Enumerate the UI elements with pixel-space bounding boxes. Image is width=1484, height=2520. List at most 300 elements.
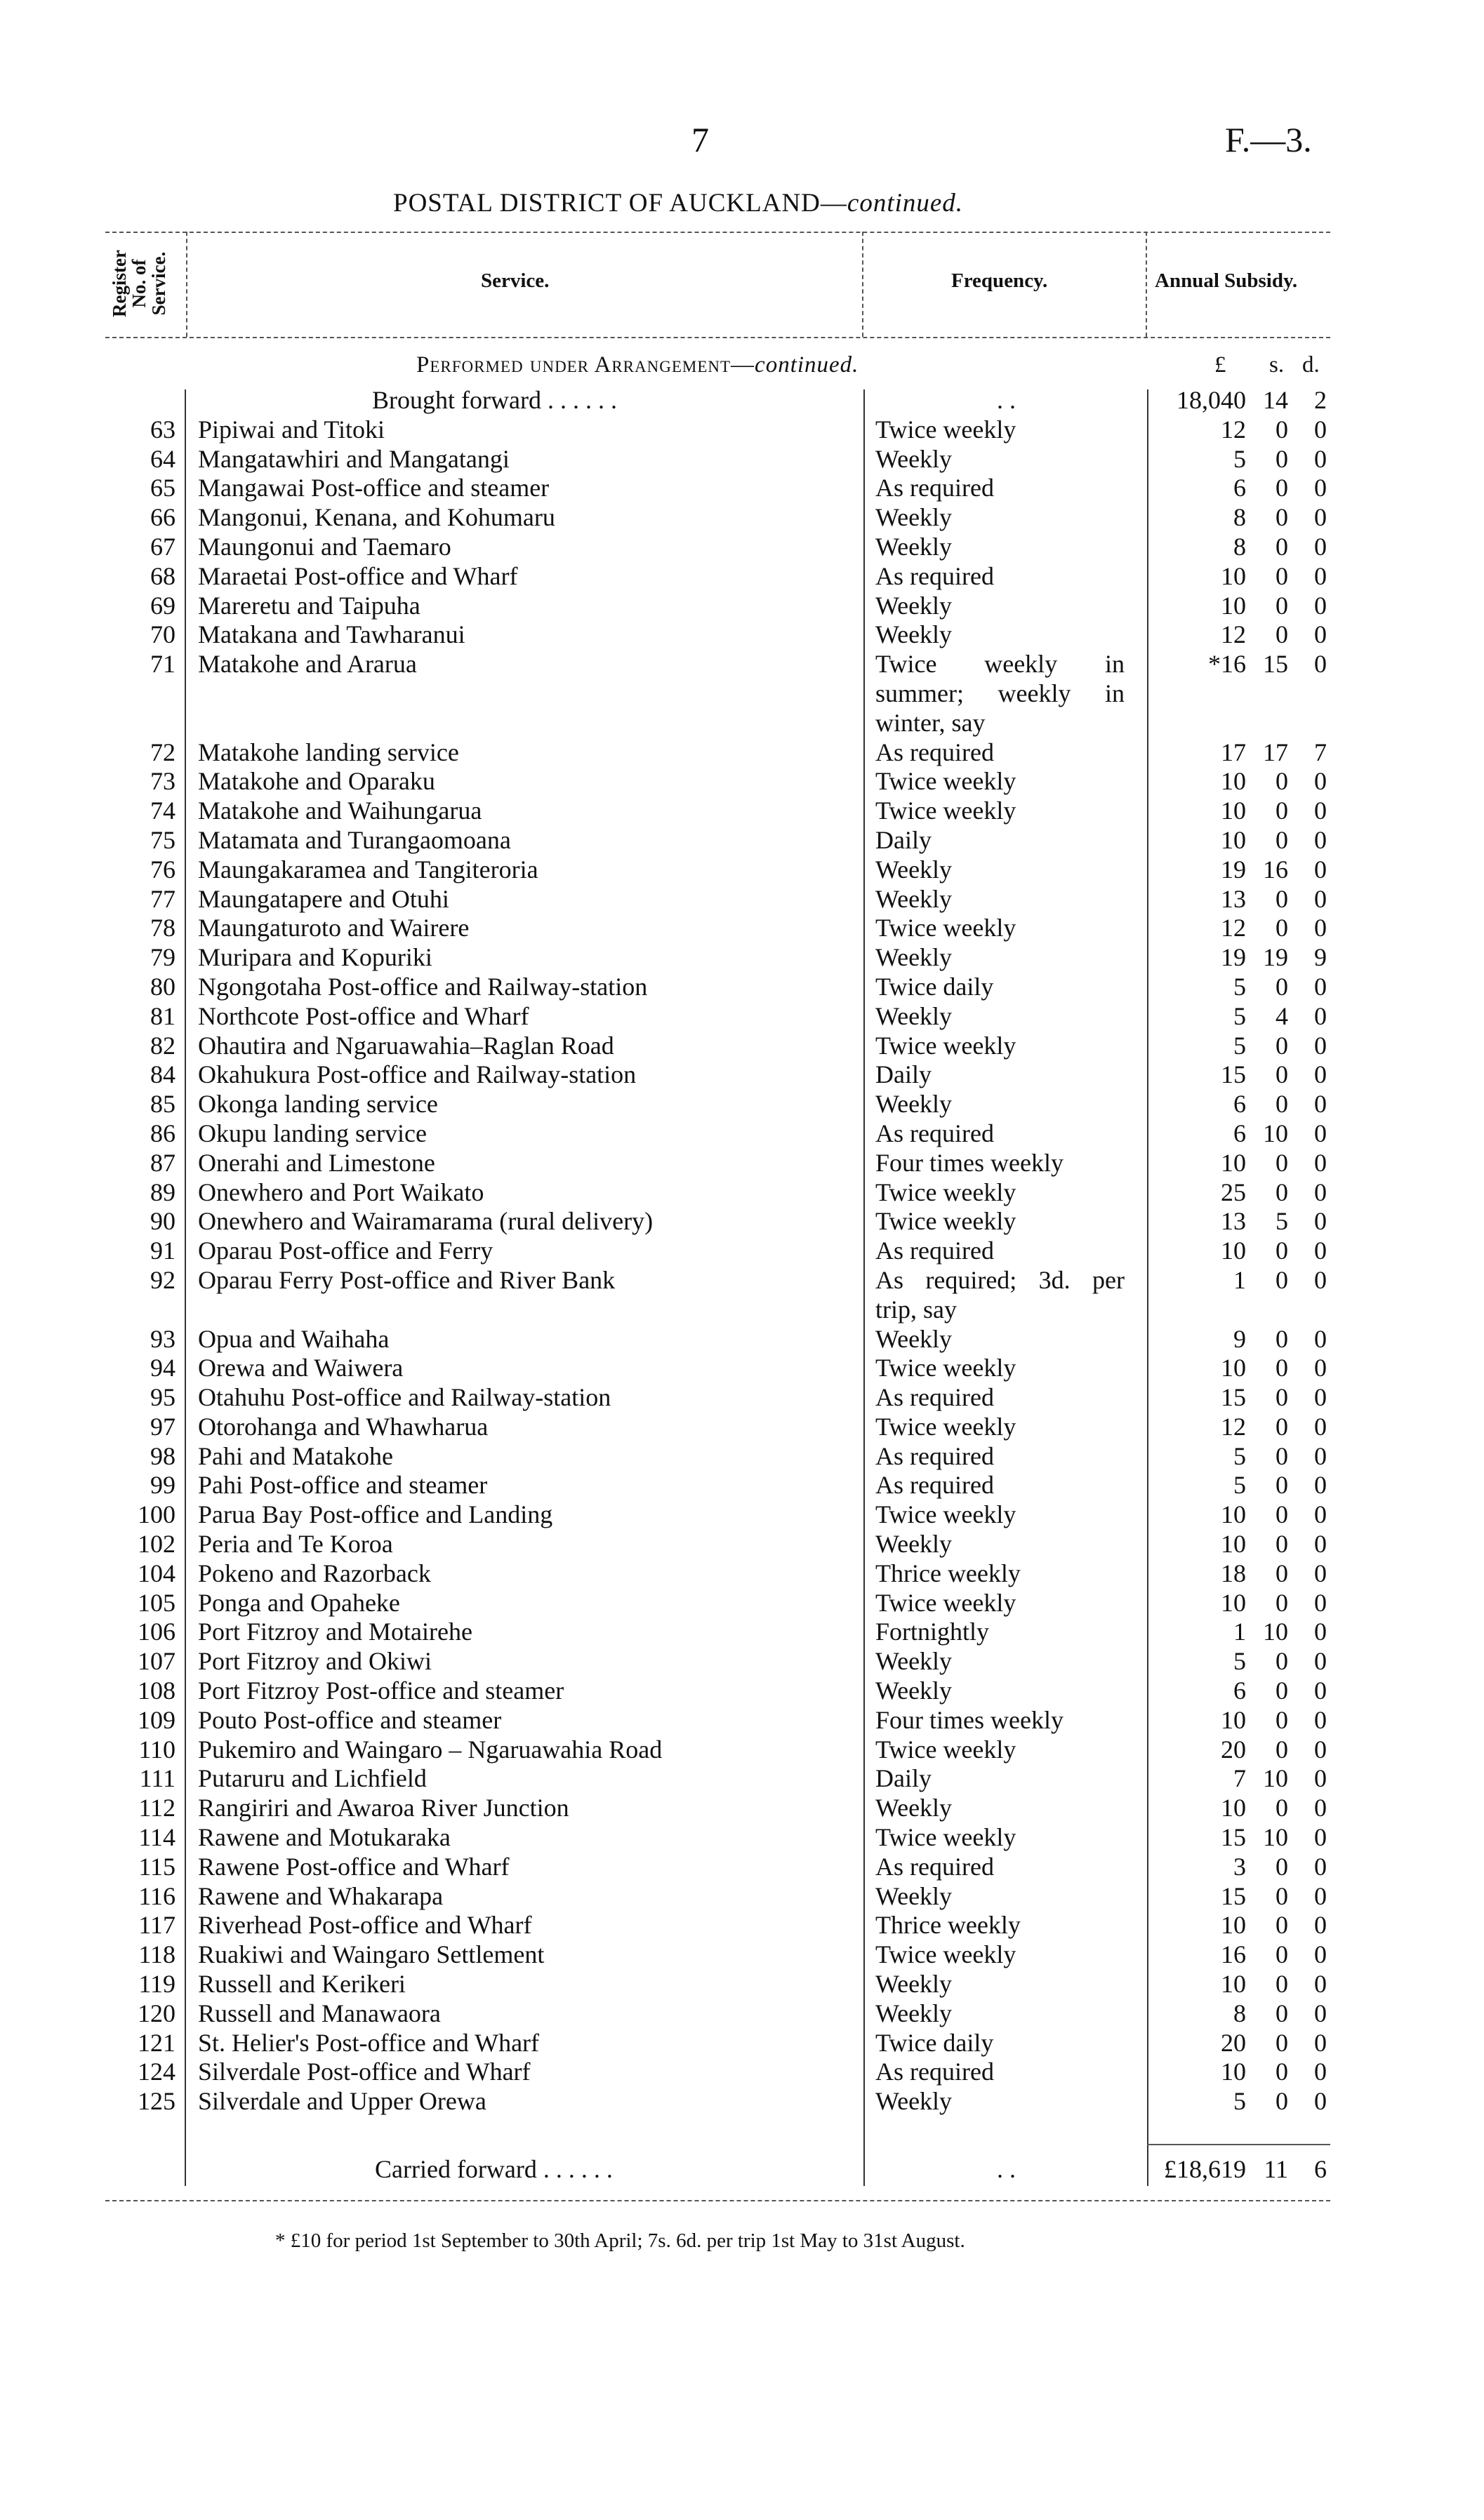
table-row	[0, 914, 1484, 943]
service-frequency: As required	[875, 474, 994, 502]
register-number: 76	[150, 855, 175, 884]
service-name: Ruakiwi and Waingaro Settlement	[198, 1940, 545, 1969]
subsidy-pounds: 5	[1233, 1471, 1246, 1500]
subsidy-shillings: 0	[1276, 1588, 1288, 1617]
service-frequency: Twice weekly	[875, 1178, 1016, 1206]
register-number: 102	[138, 1530, 175, 1559]
register-number: 108	[138, 1676, 175, 1705]
register-number: 94	[150, 1354, 175, 1382]
carried-forward-label: Carried forward . . . . . .	[375, 2155, 613, 2183]
subsidy-pence: 7	[1314, 738, 1327, 766]
subsidy-pence: 0	[1314, 914, 1327, 942]
service-name: Mareretu and Taipuha	[198, 591, 420, 620]
table-row	[0, 1735, 1484, 1765]
table-row	[0, 855, 1484, 885]
brought-forward-label: Brought forward . . . . . .	[372, 386, 617, 414]
subsidy-pence: 0	[1314, 1530, 1327, 1559]
service-name: Riverhead Post-office and Wharf	[198, 1911, 532, 1940]
subsidy-pounds: 15	[1221, 1383, 1246, 1412]
subsidy-pounds: 7	[1233, 1764, 1246, 1793]
service-frequency: Weekly	[875, 1970, 953, 1999]
register-number: 82	[150, 1031, 175, 1060]
table-row	[0, 1207, 1484, 1236]
service-frequency: Weekly	[875, 943, 953, 972]
service-frequency: Weekly	[875, 884, 953, 913]
table-row	[0, 1794, 1484, 1823]
subsidy-pounds: 10	[1221, 796, 1246, 825]
table-header-rule	[105, 337, 1330, 338]
register-number: 117	[138, 1911, 175, 1940]
table-row	[0, 1823, 1484, 1853]
table-row	[0, 885, 1484, 914]
subsidy-pounds: 9	[1233, 1324, 1246, 1353]
service-name: Peria and Te Koroa	[198, 1530, 393, 1559]
subsidy-pounds: 13	[1221, 1207, 1246, 1236]
service-name: Opua and Waihaha	[198, 1324, 390, 1353]
service-name: Port Fitzroy and Okiwi	[198, 1647, 432, 1676]
subsidy-shillings: 0	[1276, 884, 1288, 913]
subsidy-shillings: 0	[1276, 1090, 1288, 1119]
table-row	[0, 826, 1484, 855]
subsidy-pounds: 3	[1233, 1852, 1246, 1881]
subsidy-pounds: 19	[1221, 943, 1246, 972]
service-frequency: As required	[875, 1441, 994, 1470]
register-number: 93	[150, 1324, 175, 1353]
service-frequency: Weekly	[875, 1794, 953, 1822]
title-continued: continued.	[847, 189, 964, 218]
table-row	[0, 1706, 1484, 1735]
subsidy-shillings: 0	[1276, 1676, 1288, 1705]
table-row	[0, 1911, 1484, 1940]
subsidy-pence: 0	[1314, 1178, 1327, 1206]
column-header-service: Service.	[481, 269, 550, 292]
subsidy-pence: 0	[1314, 1090, 1327, 1119]
service-name: Matamata and Turangaomoana	[198, 825, 511, 854]
service-name: Onerahi and Limestone	[198, 1148, 435, 1177]
carried-forward-shillings: 11	[1264, 2155, 1288, 2183]
subsidy-shillings: 0	[1276, 767, 1288, 796]
subsidy-shillings: 0	[1276, 1441, 1288, 1470]
service-name: Port Fitzroy Post-office and steamer	[198, 1676, 564, 1705]
register-number: 105	[138, 1588, 175, 1617]
subsidy-shillings: 0	[1276, 825, 1288, 854]
register-number: 66	[150, 503, 175, 532]
subsidy-pence: 0	[1314, 503, 1327, 532]
subsidy-pounds: 8	[1233, 532, 1246, 561]
service-name: Rangiriri and Awaroa River Junction	[198, 1794, 569, 1822]
leader-dots: . . . . . .	[541, 386, 617, 414]
table-row	[0, 1589, 1484, 1618]
service-frequency: As required	[875, 1471, 994, 1500]
subsidy-shillings: 0	[1276, 1324, 1288, 1353]
register-number: 70	[150, 620, 175, 649]
col-divider-register	[186, 232, 187, 337]
register-number: 89	[150, 1178, 175, 1206]
subsidy-pence: 0	[1314, 1060, 1327, 1089]
subsidy-pence: 0	[1314, 1794, 1327, 1822]
subsidy-shillings: 0	[1276, 1412, 1288, 1441]
table-row	[0, 1882, 1484, 1912]
service-name: Maungonui and Taemaro	[198, 532, 451, 561]
table-row	[0, 738, 1484, 768]
service-frequency: Weekly	[875, 503, 953, 532]
subsidy-shillings: 0	[1276, 591, 1288, 620]
carried-forward-pounds: £18,619	[1164, 2155, 1246, 2183]
subsidy-pounds: 6	[1233, 1090, 1246, 1119]
subsidy-pounds: 12	[1221, 914, 1246, 942]
table-row	[0, 592, 1484, 621]
subsidy-shillings: 10	[1263, 1119, 1288, 1147]
table-row	[0, 1149, 1484, 1178]
service-name: Matakana and Tawharanui	[198, 620, 465, 649]
brought-forward-pounds: 18,040	[1177, 386, 1246, 414]
service-name: St. Helier's Post-office and Wharf	[198, 2028, 540, 2057]
subsidy-pounds: 6	[1233, 1676, 1246, 1705]
subsidy-pence: 0	[1314, 1881, 1327, 1910]
service-name: Pukemiro and Waingaro – Ngaruawahia Road	[198, 1735, 663, 1764]
section-label: Performed under Arrangement—	[416, 352, 755, 378]
subsidy-pounds: 10	[1221, 1530, 1246, 1559]
subsidy-shillings: 0	[1276, 1559, 1288, 1587]
subsidy-pence: 0	[1314, 1970, 1327, 1999]
service-frequency: Four times weekly	[875, 1148, 1064, 1177]
service-name: Otorohanga and Whawharua	[198, 1412, 489, 1441]
service-name: Matakohe and Ararua	[198, 650, 417, 679]
subsidy-shillings: 0	[1276, 796, 1288, 825]
service-name: Ohautira and Ngaruawahia–Raglan Road	[198, 1031, 614, 1060]
subsidy-pence: 0	[1314, 1031, 1327, 1060]
service-name: Maraetai Post-office and Wharf	[198, 561, 518, 590]
service-name: Rawene and Motukaraka	[198, 1823, 451, 1852]
register-number: 91	[150, 1236, 175, 1265]
subsidy-shillings: 0	[1276, 1647, 1288, 1676]
subsidy-shillings: 17	[1263, 738, 1288, 766]
col-divider-service	[862, 232, 863, 337]
register-number: 64	[150, 444, 175, 473]
service-frequency: Twice weekly	[875, 1207, 1016, 1236]
service-name: Matakohe and Oparaku	[198, 767, 435, 796]
subsidy-shillings: 4	[1276, 1001, 1288, 1030]
subsidy-pounds: 6	[1233, 1119, 1246, 1147]
subsidy-pounds: 10	[1221, 767, 1246, 796]
brought-forward-row	[0, 386, 1484, 415]
register-number: 92	[150, 1265, 175, 1294]
service-frequency: Twice daily	[875, 2028, 994, 2057]
table-row	[0, 620, 1484, 650]
service-name: Otahuhu Post-office and Railway-station	[198, 1383, 611, 1412]
register-number: 114	[138, 1823, 175, 1852]
service-frequency: As required	[875, 561, 994, 590]
subsidy-pence: 0	[1314, 474, 1327, 502]
register-number: 63	[150, 415, 175, 444]
subsidy-pounds: 10	[1221, 1236, 1246, 1265]
brought-forward-pence: 2	[1314, 386, 1327, 414]
service-name: Onewhero and Port Waikato	[198, 1178, 484, 1206]
service-name: Maungakaramea and Tangiteroria	[198, 855, 538, 884]
table-row	[0, 1999, 1484, 2029]
subsidy-pounds: 18	[1221, 1559, 1246, 1587]
register-number: 104	[138, 1559, 175, 1587]
service-name: Onewhero and Wairamarama (rural delivery)	[198, 1207, 654, 1236]
subsidy-pence: 0	[1314, 1764, 1327, 1793]
service-frequency: Twice weekly in summer; weekly in winter, say	[875, 650, 1125, 737]
service-name: Oparau Post-office and Ferry	[198, 1236, 493, 1265]
register-number: 119	[138, 1970, 175, 1999]
service-frequency: Weekly	[875, 444, 953, 473]
table-row	[0, 1266, 1484, 1325]
subsidy-pence: 0	[1314, 1236, 1327, 1265]
subsidy-shillings: 15	[1263, 650, 1288, 679]
service-name: Mangawai Post-office and steamer	[198, 474, 550, 502]
subsidy-shillings: 0	[1276, 1530, 1288, 1559]
footnote: * £10 for period 1st September to 30th April; 7s. 6d. per trip 1st May to 31st August.	[275, 2229, 965, 2252]
subsidy-pounds: 5	[1233, 1441, 1246, 1470]
register-number: 125	[138, 2087, 175, 2116]
service-name: Ponga and Opaheke	[198, 1588, 400, 1617]
subsidy-shillings: 0	[1276, 972, 1288, 1001]
service-name: Rawene Post-office and Wharf	[198, 1852, 510, 1881]
register-number: 124	[138, 2058, 175, 2086]
subsidy-pence: 0	[1314, 561, 1327, 590]
register-number: 87	[150, 1148, 175, 1177]
register-number: 97	[150, 1412, 175, 1441]
service-frequency: Twice weekly	[875, 1940, 1016, 1969]
register-number: 79	[150, 943, 175, 972]
table-row	[0, 474, 1484, 503]
service-frequency: Twice weekly	[875, 1031, 1016, 1060]
subsidy-shillings: 0	[1276, 1794, 1288, 1822]
subsidy-shillings: 0	[1276, 1881, 1288, 1910]
register-number: 115	[138, 1852, 175, 1881]
leader-dots: . .	[997, 2155, 1016, 2183]
table-row	[0, 1647, 1484, 1676]
service-frequency: Weekly	[875, 1999, 953, 2027]
subsidy-pence: 0	[1314, 1588, 1327, 1617]
table-row	[0, 767, 1484, 796]
subsidy-pounds: 12	[1221, 1412, 1246, 1441]
table-row	[0, 1060, 1484, 1090]
service-name: Matakohe landing service	[198, 738, 459, 766]
service-name: Ngongotaha Post-office and Railway-station	[198, 972, 648, 1001]
subsidy-pence: 0	[1314, 444, 1327, 473]
subsidy-shillings: 0	[1276, 1735, 1288, 1764]
service-frequency: Twice weekly	[875, 1588, 1016, 1617]
leader-dots: . .	[997, 386, 1016, 414]
document-reference: F.—3.	[1225, 120, 1312, 159]
subsidy-shillings: 0	[1276, 2087, 1288, 2116]
subsidy-pounds: 10	[1221, 1354, 1246, 1382]
service-name: Silverdale Post-office and Wharf	[198, 2058, 531, 2086]
service-name: Orewa and Waiwera	[198, 1354, 404, 1382]
register-number: 81	[150, 1001, 175, 1030]
service-frequency: Twice weekly	[875, 1823, 1016, 1852]
service-frequency: Weekly	[875, 1001, 953, 1030]
register-number: 112	[138, 1794, 175, 1822]
service-name: Okonga landing service	[198, 1090, 438, 1119]
subsidy-pence: 0	[1314, 1324, 1327, 1353]
service-name: Port Fitzroy and Motairehe	[198, 1618, 472, 1646]
subsidy-shillings: 0	[1276, 1383, 1288, 1412]
table-row	[0, 1970, 1484, 1999]
service-name: Russell and Manawaora	[198, 1999, 441, 2027]
subsidy-pounds: 5	[1233, 1647, 1246, 1676]
subsidy-pence: 0	[1314, 1383, 1327, 1412]
subsidy-pence: 0	[1314, 591, 1327, 620]
subsidy-pounds: 25	[1221, 1178, 1246, 1206]
subsidy-pence: 0	[1314, 1441, 1327, 1470]
service-frequency: Four times weekly	[875, 1705, 1064, 1734]
table-row	[0, 1178, 1484, 1208]
service-frequency: As required	[875, 1119, 994, 1147]
service-frequency: Thrice weekly	[875, 1559, 1021, 1587]
service-frequency: Weekly	[875, 1530, 953, 1559]
subsidy-pounds: 10	[1221, 1588, 1246, 1617]
register-number: 73	[150, 767, 175, 796]
service-name: Silverdale and Upper Orewa	[198, 2087, 486, 2116]
subsidy-pence: 0	[1314, 1940, 1327, 1969]
subsidy-pence: 0	[1314, 1735, 1327, 1764]
subsidy-pence: 0	[1314, 620, 1327, 649]
table-row	[0, 1676, 1484, 1706]
subsidy-pence: 0	[1314, 1559, 1327, 1587]
service-name: Northcote Post-office and Wharf	[198, 1001, 529, 1030]
subsidy-shillings: 0	[1276, 2028, 1288, 2057]
subsidy-shillings: 0	[1276, 1236, 1288, 1265]
service-frequency: Twice weekly	[875, 796, 1016, 825]
subsidy-pounds: 10	[1221, 825, 1246, 854]
subsidy-pence: 0	[1314, 1354, 1327, 1382]
service-frequency: Weekly	[875, 1647, 953, 1676]
subsidy-shillings: 0	[1276, 2058, 1288, 2086]
subsidy-shillings: 19	[1263, 943, 1288, 972]
subsidy-pounds: 5	[1233, 1031, 1246, 1060]
service-name: Russell and Kerikeri	[198, 1970, 406, 1999]
table-row	[0, 1236, 1484, 1266]
subsidy-shillings: 0	[1276, 914, 1288, 942]
subsidy-pounds: 20	[1221, 2028, 1246, 2057]
register-number: 110	[138, 1735, 175, 1764]
service-frequency: As required	[875, 1383, 994, 1412]
register-number: 109	[138, 1705, 175, 1734]
service-name: Muripara and Kopuriki	[198, 943, 432, 972]
service-frequency: Weekly	[875, 1676, 953, 1705]
brought-forward-shillings: 14	[1263, 386, 1288, 414]
subsidy-shillings: 0	[1276, 1999, 1288, 2027]
register-number: 120	[138, 1999, 175, 2027]
register-number: 71	[150, 650, 175, 679]
subsidy-pounds: *16	[1208, 650, 1246, 679]
subsidy-pence: 0	[1314, 1119, 1327, 1147]
service-frequency: Daily	[875, 825, 932, 854]
table-row	[0, 1354, 1484, 1383]
subsidy-pounds: 13	[1221, 884, 1246, 913]
subsidy-pounds: 17	[1221, 738, 1246, 766]
subsidy-pounds: 5	[1233, 2087, 1246, 2116]
table-bottom-rule	[105, 2200, 1330, 2201]
service-frequency: Weekly	[875, 1090, 953, 1119]
table-row	[0, 1940, 1484, 1970]
service-name: Pahi and Matakohe	[198, 1441, 393, 1470]
page-title	[393, 188, 963, 218]
subsidy-pence: 0	[1314, 1823, 1327, 1852]
table-row	[0, 1618, 1484, 1647]
register-number: 65	[150, 474, 175, 502]
service-name: Okahukura Post-office and Railway-station	[198, 1060, 637, 1089]
subsidy-pence: 0	[1314, 1852, 1327, 1881]
subsidy-pounds: 10	[1221, 1911, 1246, 1940]
subsidy-pounds: 16	[1221, 1940, 1246, 1969]
table-row	[0, 650, 1484, 738]
service-frequency: Weekly	[875, 2087, 953, 2116]
service-name: Putaruru and Lichfield	[198, 1764, 427, 1793]
table-row	[0, 415, 1484, 445]
register-number: 86	[150, 1119, 175, 1147]
subsidy-pence: 0	[1314, 1412, 1327, 1441]
service-frequency: Weekly	[875, 591, 953, 620]
subsidy-shillings: 5	[1276, 1207, 1288, 1236]
register-number: 75	[150, 825, 175, 854]
service-frequency: Daily	[875, 1764, 932, 1793]
subsidy-pounds: 15	[1221, 1060, 1246, 1089]
service-name: Maungaturoto and Wairere	[198, 914, 470, 942]
subsidy-shillings: 0	[1276, 1178, 1288, 1206]
pence-symbol: d.	[1302, 352, 1320, 378]
service-frequency: As required	[875, 1852, 994, 1881]
subsidy-shillings: 0	[1276, 1911, 1288, 1940]
subsidy-pence: 0	[1314, 1207, 1327, 1236]
subsidy-pounds: 12	[1221, 620, 1246, 649]
table-row	[0, 562, 1484, 592]
subsidy-pence: 0	[1314, 1676, 1327, 1705]
table-row	[0, 1119, 1484, 1149]
service-frequency: As required	[875, 2058, 994, 2086]
service-name: Pouto Post-office and steamer	[198, 1705, 502, 1734]
col-divider-frequency	[1146, 232, 1147, 337]
register-number: 116	[138, 1881, 175, 1910]
service-frequency: Twice weekly	[875, 1735, 1016, 1764]
total-rule	[1147, 2144, 1330, 2145]
subsidy-pounds: 10	[1221, 1148, 1246, 1177]
subsidy-pence: 0	[1314, 855, 1327, 884]
service-name: Parua Bay Post-office and Landing	[198, 1500, 553, 1529]
register-number: 78	[150, 914, 175, 942]
service-frequency: Twice daily	[875, 972, 994, 1001]
subsidy-pence: 0	[1314, 1500, 1327, 1529]
subsidy-shillings: 0	[1276, 1705, 1288, 1734]
subsidy-pence: 0	[1314, 532, 1327, 561]
table-row	[0, 2058, 1484, 2087]
table-row	[0, 1325, 1484, 1354]
service-frequency: Twice weekly	[875, 1412, 1016, 1441]
service-name: Maungatapere and Otuhi	[198, 884, 449, 913]
subsidy-pounds: 15	[1221, 1823, 1246, 1852]
register-number: 95	[150, 1383, 175, 1412]
table-row	[0, 1500, 1484, 1530]
subsidy-pounds: 10	[1221, 1705, 1246, 1734]
subsidy-pence: 0	[1314, 1705, 1327, 1734]
table-row	[0, 1559, 1484, 1589]
subsidy-shillings: 0	[1276, 1852, 1288, 1881]
subsidy-pence: 0	[1314, 767, 1327, 796]
register-number: 68	[150, 561, 175, 590]
service-frequency: Twice weekly	[875, 767, 1016, 796]
subsidy-shillings: 0	[1276, 1500, 1288, 1529]
service-frequency: As required; 3d. per trip, say	[875, 1265, 1125, 1324]
service-frequency: Weekly	[875, 1324, 953, 1353]
table-row	[0, 445, 1484, 474]
register-number: 72	[150, 738, 175, 766]
table-row	[0, 973, 1484, 1002]
